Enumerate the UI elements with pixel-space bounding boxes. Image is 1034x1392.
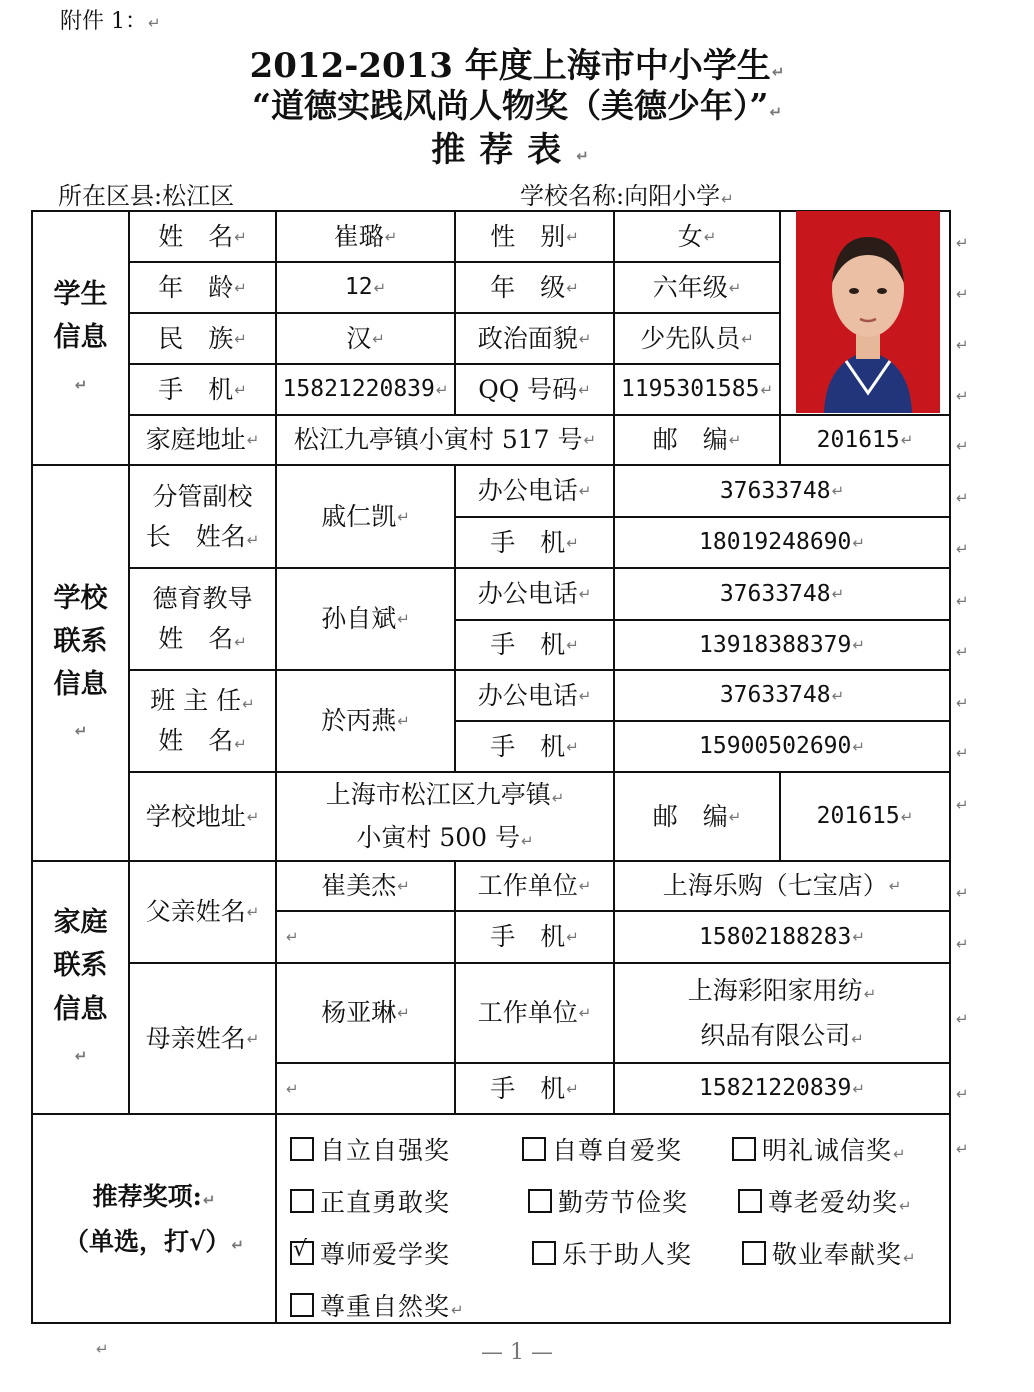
father-name[interactable]: 崔美杰 ↵ [321, 871, 410, 900]
row-end-mark: ↵ [956, 1010, 969, 1028]
award-option-6[interactable]: 尊老爱幼奖↵ [738, 1183, 913, 1219]
row-end-mark: ↵ [956, 540, 969, 558]
vp-name[interactable]: 戚仁凯 ↵ [321, 501, 410, 531]
age-label: 年 龄 ↵ [158, 272, 247, 302]
portrait-icon [796, 211, 940, 413]
attachment-label: 附件 1：↵ [60, 9, 161, 34]
district-meta: 所在区县:松江区 [58, 182, 235, 210]
school-address[interactable]: 上海市松江区九亭镇↵ 小寅村 500 号↵ [325, 780, 565, 852]
mother-mobile[interactable]: 15821220839 ↵ [699, 1075, 865, 1102]
school-zip-label: 邮 编 ↵ [652, 801, 742, 831]
section-student-info: 学生信息↵ [53, 279, 108, 394]
father-work-label: 工作单位 ↵ [477, 871, 592, 900]
student-grade[interactable]: 六年级 ↵ [652, 272, 742, 302]
award-option-5[interactable]: 勤劳节俭奖 [528, 1183, 688, 1219]
mobile-label: 手 机 ↵ [158, 374, 247, 404]
head-office-phone[interactable]: 37633748 ↵ [719, 682, 845, 709]
award-option-3[interactable]: 明礼诚信奖↵ [732, 1131, 907, 1167]
row-end-mark: ↵ [956, 285, 969, 303]
row-end-mark: ↵ [956, 234, 969, 252]
gender-label: 性 别 ↵ [490, 221, 579, 251]
school-address-label: 学校地址 ↵ [145, 801, 260, 831]
father-empty-cell[interactable]: ↵ [286, 928, 299, 946]
ethnicity-label: 民 族 ↵ [158, 323, 247, 353]
page-title-line2: “道德实践风尚人物奖（美德少年）”↵ [251, 86, 783, 125]
qq-label: QQ 号码 ↵ [478, 374, 591, 404]
mother-empty-cell[interactable]: ↵ [286, 1079, 299, 1098]
page-title-line3: 推荐表↵ [431, 130, 603, 170]
checkbox-icon[interactable] [738, 1189, 762, 1213]
vp-mobile-label: 手 机 ↵ [490, 527, 579, 557]
checkbox-icon[interactable] [742, 1241, 766, 1265]
head-mobile-label: 手 机 ↵ [490, 731, 579, 761]
head-office-label: 办公电话 ↵ [477, 680, 592, 710]
row-end-mark: ↵ [956, 935, 969, 953]
award-option-8[interactable]: 乐于助人奖 [532, 1235, 692, 1271]
political-label: 政治面貌 ↵ [477, 323, 592, 353]
checkbox-icon[interactable] [290, 1189, 314, 1213]
vp-name-label: 分管副校 长 姓名↵ [145, 481, 260, 551]
vp-office-label: 办公电话 ↵ [477, 476, 592, 505]
father-name-label: 父亲姓名 ↵ [145, 897, 260, 926]
checkbox-icon[interactable] [732, 1137, 756, 1161]
head-teacher-name[interactable]: 於丙燕 ↵ [321, 706, 410, 735]
moral-name-label: 德育教导 姓 名↵ [152, 584, 253, 653]
checkbox-checked-icon[interactable] [290, 1241, 314, 1265]
father-mobile[interactable]: 15802188283 ↵ [699, 923, 865, 950]
moral-office-label: 办公电话 ↵ [477, 579, 592, 608]
row-end-mark: ↵ [956, 796, 969, 814]
award-option-4[interactable]: 正直勇敢奖 [290, 1183, 450, 1219]
checkbox-icon[interactable] [528, 1189, 552, 1213]
row-end-mark: ↵ [956, 489, 969, 507]
row-end-mark: ↵ [956, 592, 969, 610]
moral-mobile[interactable]: 13918388379 ↵ [699, 631, 865, 658]
row-end-mark: ↵ [956, 694, 969, 712]
checkbox-icon[interactable] [290, 1137, 314, 1161]
award-option-9[interactable]: 敬业奉献奖↵ [742, 1235, 917, 1271]
moral-office-phone[interactable]: 37633748 ↵ [719, 580, 845, 607]
home-address[interactable]: 松江九亭镇小寅村 517 号 ↵ [293, 425, 597, 454]
school-zip[interactable]: 201615 ↵ [816, 803, 914, 830]
mother-name-label: 母亲姓名 ↵ [145, 1023, 260, 1053]
row-end-mark: ↵ [956, 1140, 969, 1158]
moral-teacher-name[interactable]: 孙自斌 ↵ [321, 604, 410, 633]
vp-office-phone[interactable]: 37633748 ↵ [719, 477, 845, 504]
home-zip[interactable]: 201615 ↵ [816, 426, 914, 453]
row-end-mark: ↵ [956, 744, 969, 762]
student-qq[interactable]: 1195301585 ↵ [620, 376, 774, 403]
row-end-mark: ↵ [956, 884, 969, 902]
section-family-contact: 家庭联系信息↵ [53, 907, 108, 1065]
page-title-line1: 2012-2013 年度上海市中小学生↵ [249, 46, 785, 86]
name-label: 姓 名 ↵ [158, 221, 247, 251]
award-option-1[interactable]: 自立自强奖 [290, 1131, 450, 1167]
row-end-mark: ↵ [956, 336, 969, 354]
student-gender[interactable]: 女 ↵ [677, 221, 717, 251]
student-name[interactable]: 崔璐 ↵ [333, 221, 398, 251]
page-number: — 1 — [481, 1340, 553, 1365]
father-work[interactable]: 上海乐购（七宝店） ↵ [662, 871, 902, 900]
student-age[interactable]: 12 ↵ [344, 274, 387, 301]
row-end-mark: ↵ [956, 387, 969, 405]
award-label-cell: 推荐奖项:↵ （单选，打√）↵ [63, 1181, 244, 1256]
award-option-2[interactable]: 自尊自爱奖 [522, 1131, 682, 1167]
head-mobile[interactable]: 15900502690 ↵ [699, 733, 865, 760]
home-zip-label: 邮 编 ↵ [652, 425, 742, 454]
school-meta: 学校名称:向阳小学↵ [520, 182, 734, 210]
checkbox-icon[interactable] [290, 1293, 314, 1317]
moral-mobile-label: 手 机 ↵ [490, 630, 579, 659]
father-mobile-label: 手 机 ↵ [490, 922, 579, 951]
row-end-mark: ↵ [956, 1085, 969, 1103]
mother-name[interactable]: 杨亚琳 ↵ [321, 998, 410, 1027]
stray-mark: ↵ [96, 1340, 109, 1358]
student-political[interactable]: 少先队员 ↵ [640, 323, 754, 353]
student-photo [796, 211, 940, 413]
checkbox-icon[interactable] [532, 1241, 556, 1265]
mother-work[interactable]: 上海彩阳家用纺↵ 织品有限公司↵ [687, 976, 877, 1050]
home-address-label: 家庭地址 ↵ [145, 425, 260, 454]
student-mobile[interactable]: 15821220839 ↵ [282, 376, 449, 403]
award-option-7[interactable]: √尊师爱学奖 [290, 1235, 450, 1271]
row-end-mark: ↵ [956, 643, 969, 661]
student-ethnicity[interactable]: 汉 ↵ [346, 323, 385, 353]
vp-mobile[interactable]: 18019248690 ↵ [699, 529, 865, 556]
row-end-mark: ↵ [956, 437, 969, 455]
mother-work-label: 工作单位 ↵ [477, 998, 592, 1027]
checkbox-icon[interactable] [522, 1137, 546, 1161]
mother-mobile-label: 手 机 ↵ [490, 1073, 579, 1103]
grade-label: 年 级 ↵ [490, 272, 579, 302]
section-school-contact: 学校联系信息↵ [53, 582, 108, 741]
head-teacher-label: 班 主 任↵ 姓 名↵ [150, 686, 255, 755]
award-option-10[interactable]: 尊重自然奖↵ [290, 1287, 465, 1323]
